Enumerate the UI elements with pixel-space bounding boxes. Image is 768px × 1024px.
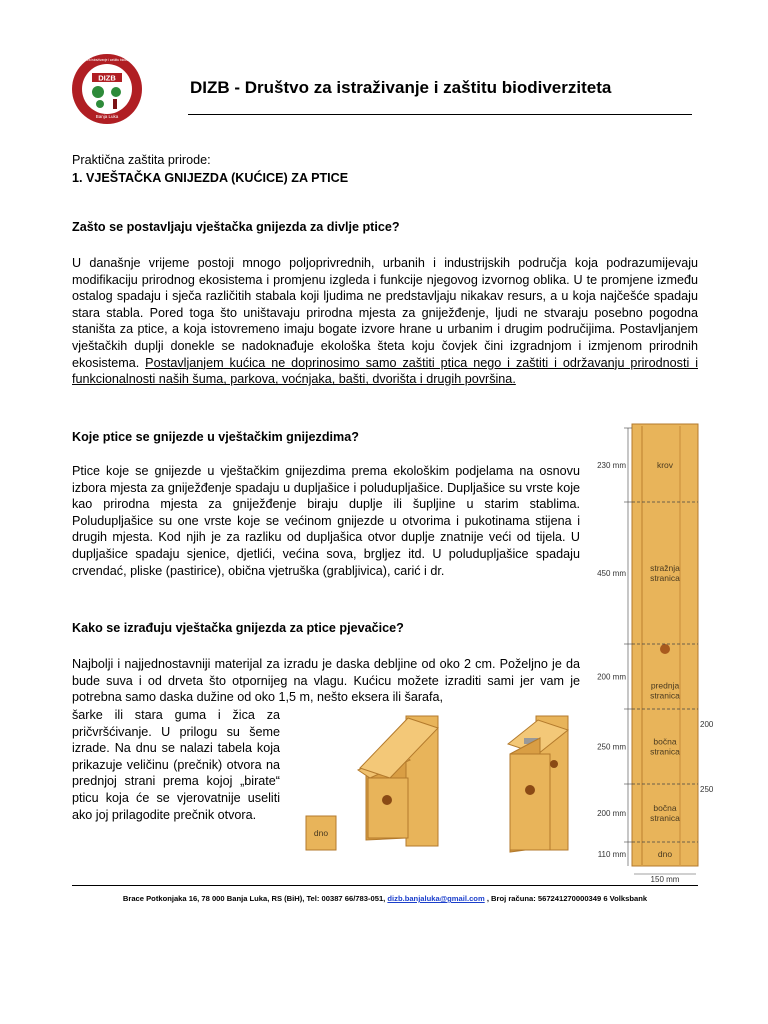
leaf-icon	[111, 87, 121, 97]
plank-section-label: stranica	[650, 573, 680, 583]
plank-section-dim: 110 mm	[597, 850, 626, 859]
heading-why: Zašto se postavljaju vještačka gnijezda za divlje ptice?	[72, 220, 400, 234]
birdhouse-open-roof	[358, 716, 438, 846]
dizb-logo	[70, 52, 144, 126]
side-dim-2: 250	[700, 785, 714, 794]
plank-section-label: prednja	[650, 680, 680, 691]
logo-city: Banja Luka	[95, 114, 119, 119]
birdhouse-closed	[508, 716, 568, 852]
entrance-hole-icon	[660, 644, 670, 654]
paragraph-how-part2: šarke ili stara guma i žica za pričvršćivanje. U prilogu su šeme izrade. Na dnu se nalazi tabela koja prikazuje veličinu (prečnik) otvora na prednjoj strani prema kojoj „birate“ pticu koja će se vjerovatnije useliti ako joj prilagodite prečnik otvora.	[72, 708, 280, 822]
doc-title: 1. VJEŠTAČKA GNIJEZDA (KUĆICE) ZA PTICE	[72, 171, 349, 185]
plank-section-label: stranica	[650, 813, 680, 823]
plank-section-dim: 450 mm	[597, 569, 626, 578]
plank-cutting-diagram	[588, 414, 714, 884]
footer-address: Brace Potkonjaka 16, 78 000 Banja Luka, RS (BiH), Tel: 00387 66/783-051,	[122, 894, 388, 903]
plank-section-label: krov	[656, 460, 674, 470]
bottom-plate	[306, 816, 336, 850]
footer-email-link[interactable]: dizb.banjaluka@gmail.com	[387, 894, 485, 903]
logo-text: DIZB	[98, 73, 116, 83]
footer	[72, 894, 698, 903]
paragraph-why-text: U današnje vrijeme postoji mnogo poljoprivrednih, urbanih i industrijskih područja koja podrazumijevaju modifikaciju prirodnog ekosistema i promjenu izgleda i funkcije njegovog izvornog oblika. U te promjene između ostalog spadaju i sječa različitih stabala koji ljudima ne predstavljaju nikakav resurs, a u koja najčešće spadaju stara stabla. Pored toga što uništavaju prirodna mjesta za gniježđenje, ljudi ne stvaraju posebno pogodna staništa za ptice, a koja istovremeno imaju bogate izvore hrane u urbanim i drugim područijima. Postavljanjem vještačkih duplji donekle se nadoknađuje ekološka šteta koju čovjek čini izgradnjom i izmjenom prirodnih ekosistema.	[72, 256, 698, 370]
paw-icon	[96, 100, 104, 108]
paragraph-how-part1: Najbolji i najjednostavniji materijal za izradu je daska debljine od oko 2 cm. Poželjno je da bude suva i od drveta što otpornijeg na vlagu. Kućicu možete izraditi sami jer vam je potrebna samo daska dužine od oko 1,5 m, nešto eksera ili šarafa,	[72, 657, 580, 705]
plank-section-dim: 200 mm	[597, 672, 626, 682]
person-icon	[113, 99, 117, 109]
footer-divider	[72, 885, 698, 886]
plank-section-label: stranica	[650, 690, 680, 701]
plank-section-dim: 230 mm	[597, 461, 626, 470]
paragraph-why	[72, 255, 698, 388]
paragraph-which-birds: Ptice koje se gnijezde u vještačkim gnijezdima prema ekološkim podjelama na osnovu izbora mjesta za gniježđenje spadaju u dupljašice i poludupljašice. Dupljašice su vrste koje kao prirodna mjesta za gniježđenje biraju duplje ili šupljine u starim stablima. Poludupljašice su one vrste koje se većinom gnijezde u otvorima i pukotinama stijena i drugih mjesta. Kod njih je za razliku od dupljašica otvor duplje znatnije veći od tijela. U dupljašice spadaju sjenice, djetlići, većina sova, brgljez itd. U poludupljašice spadaju crvendać, pliske (pastirice), obična vjetruška (grabljivica), carić i dr.	[72, 464, 580, 578]
paragraph-why-underlined: Postavljanjem kućica ne doprinosimo samo zaštiti ptica nego i zaštiti i održavanju prirodnosti i funkcionalnosti naših šuma, parkova, voćnjaka, bašti, dvorišta i drugih površina.	[72, 355, 698, 387]
plank-section-label: bočna	[653, 803, 677, 813]
plank-section-dim: 250 mm	[597, 742, 626, 752]
heading-which-birds: Koje ptice se gnijezde u vještačkim gnijezdima?	[72, 430, 359, 444]
logo-ring-text: Društvo za istraživanje i zaštitu biodiverziteta	[75, 58, 139, 62]
header-divider	[188, 114, 692, 115]
header-title: DIZB - Društvo za istraživanje i zaštitu biodiverziteta	[190, 78, 612, 97]
doc-kicker: Praktična zaštita prirode:	[72, 153, 211, 167]
plank-section-label: bočna	[653, 736, 677, 747]
tree-icon	[92, 86, 104, 98]
plank-width-dim: 150 mm	[650, 875, 680, 884]
bottom-plate-label: dno	[313, 828, 329, 838]
plank-section-label: dno	[657, 849, 673, 859]
birdhouse-illustrations	[298, 708, 588, 858]
plank-section-dim: 200 mm	[597, 809, 626, 818]
plank-section-label: stranica	[650, 746, 680, 757]
heading-how: Kako se izrađuju vještačka gnijezda za ptice pjevačice?	[72, 621, 404, 635]
footer-account: , Broj računa: 567241270000349 6 Volksbank	[484, 894, 648, 903]
side-dim-1: 200	[700, 720, 714, 729]
plank-section-label: stražnja	[650, 563, 680, 573]
